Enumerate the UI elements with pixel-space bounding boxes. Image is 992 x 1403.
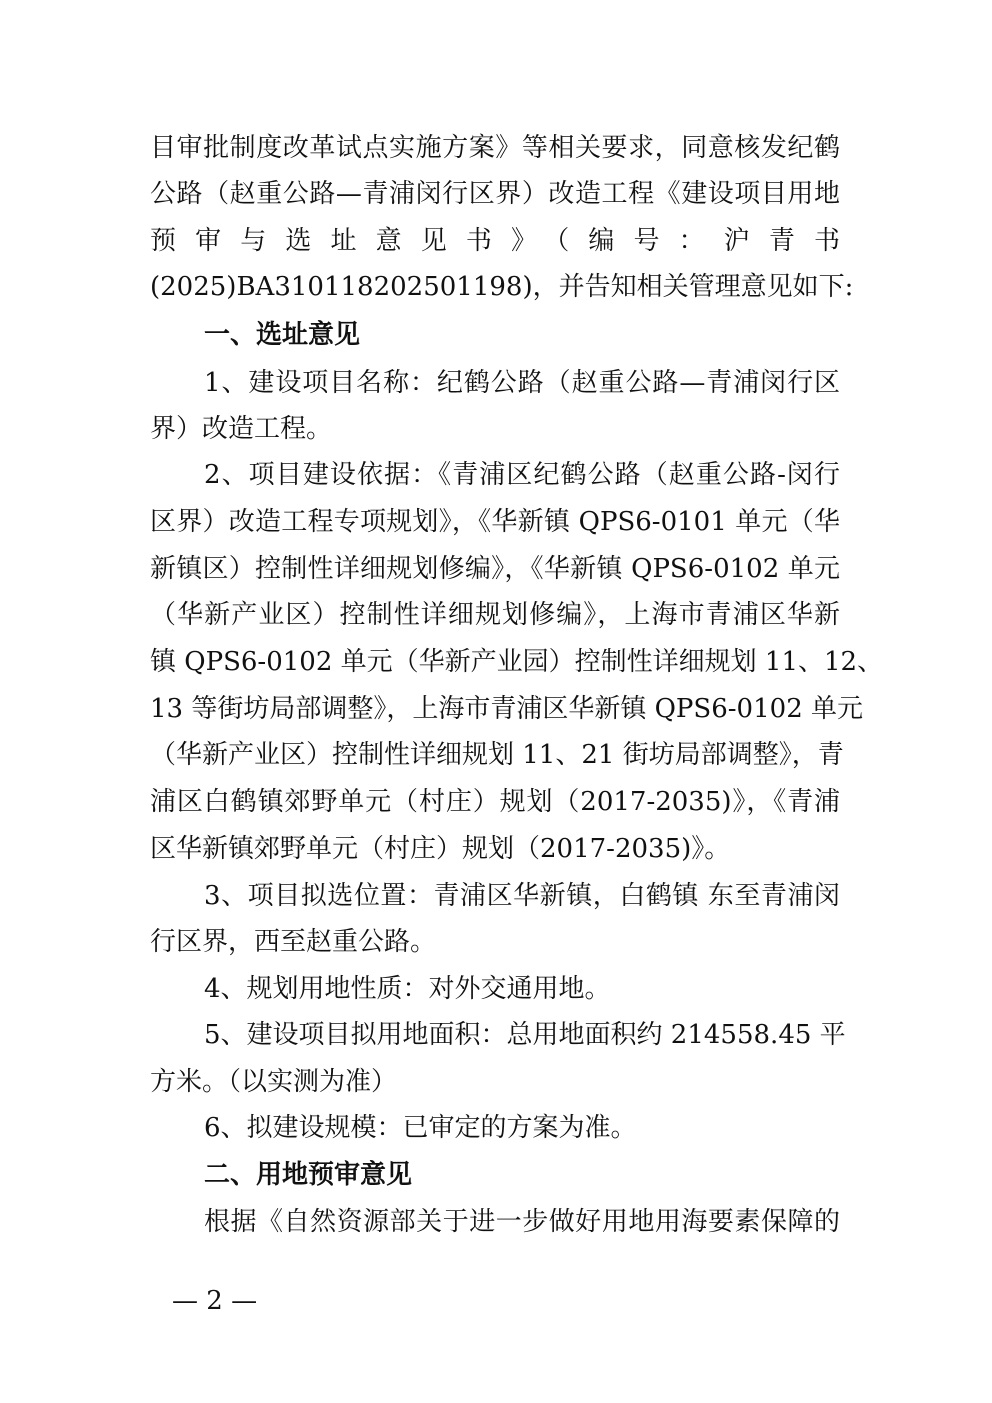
body-text-line: 5、建设项目拟用地面积：总用地面积约 214558.45 平 [204, 1020, 846, 1050]
section-heading-site-selection: 一、选址意见 [204, 320, 361, 350]
page-number: — 2 — [172, 1286, 258, 1316]
body-text-line: 镇 QPS6-0102 单元（华新产业园）控制性详细规划 11、12、 [150, 647, 884, 677]
body-text-line: 4、规划用地性质：对外交通用地。 [204, 974, 611, 1004]
body-text-line: 公路（赵重公路—青浦闵行区界）改造工程《建设项目用地 [150, 179, 840, 209]
body-text-line: （华新产业区）控制性详细规划 11、21 街坊局部调整》，青 [150, 740, 844, 770]
body-text-line: 13 等街坊局部调整》，上海市青浦区华新镇 QPS6-0102 单元 [150, 694, 863, 724]
body-text-line: 预审与选址意见书》（编号：沪青书 [150, 226, 840, 256]
body-text-line: （华新产业区）控制性详细规划修编》，上海市青浦区华新 [150, 600, 840, 630]
body-text-line: 目审批制度改革试点实施方案》等相关要求，同意核发纪鹤 [150, 133, 840, 163]
body-text-line: 根据《自然资源部关于进一步做好用地用海要素保障的 [204, 1207, 840, 1237]
body-text-line: 行区界，西至赵重公路。 [150, 927, 437, 957]
body-text-line: (2025)BA310118202501198)，并告知相关管理意见如下: [150, 272, 854, 302]
body-text-line: 新镇区）控制性详细规划修编》，《华新镇 QPS6-0102 单元 [150, 554, 840, 584]
body-text-line: 6、拟建设规模：已审定的方案为准。 [204, 1113, 637, 1143]
body-text-line: 方米。（以实测为准） [150, 1067, 398, 1097]
section-heading-land-pre-review: 二、用地预审意见 [204, 1160, 413, 1190]
body-text-line: 界）改造工程。 [150, 414, 333, 444]
body-text-line: 1、建设项目名称：纪鹤公路（赵重公路—青浦闵行区 [204, 368, 840, 398]
body-text-line: 浦区白鹤镇郊野单元（村庄）规划（2017-2035)》，《青浦 [150, 787, 840, 817]
body-text-line: 2、项目建设依据：《青浦区纪鹤公路（赵重公路-闵行 [204, 460, 840, 490]
body-text-line: 区华新镇郊野单元（村庄）规划（2017-2035)》。 [150, 834, 731, 864]
body-text-line: 区界）改造工程专项规划》，《华新镇 QPS6-0101 单元（华 [150, 507, 840, 537]
body-text-line: 3、项目拟选位置：青浦区华新镇，白鹤镇 东至青浦闵 [204, 881, 840, 911]
